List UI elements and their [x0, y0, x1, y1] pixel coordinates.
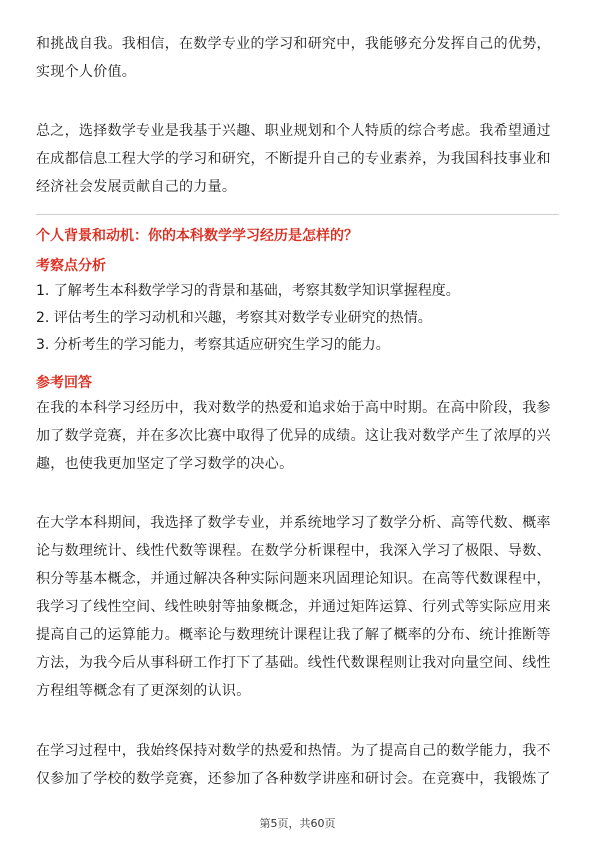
section-divider [36, 214, 559, 215]
question-block [36, 225, 559, 247]
question-title: 个人背景和动机：你的本科数学学习经历是怎样的？ [36, 228, 358, 244]
list-item: 3. 分析考生的学习能力，考察其适应研究生学习的能力。 [36, 337, 390, 353]
text-line: 方法，为我今后从事科研工作打下了基础。线性代数课程则让我对向量空间、线性 [36, 655, 551, 671]
text-line: 趣，也使我更加坚定了学习数学的决心。 [36, 456, 294, 472]
answer-paragraph-1 [36, 394, 559, 478]
answer-heading: 参考回答 [36, 375, 92, 391]
analysis-list [36, 280, 559, 356]
text-line: 仅参加了学校的数学竞赛，还参加了各种数学讲座和研讨会。在竞赛中，我锻炼了 [36, 771, 551, 787]
page-number: 第5页，共60页 [259, 817, 336, 830]
text-line: 在学习过程中，我始终保持对数学的热爱和热情。为了提高自己的数学能力，我不 [36, 743, 551, 759]
answer-paragraph-3 [36, 737, 559, 793]
list-item: 1. 了解考生本科数学学习的背景和基础，考察其数学知识掌握程度。 [36, 283, 460, 299]
text-line: 积分等基本概念，并通过解决各种实际问题来巩固理论知识。在高等代数课程中， [36, 571, 551, 587]
text-line: 加了数学竞赛，并在多次比赛中取得了优异的成绩。这让我对数学产生了浓厚的兴 [36, 428, 551, 444]
text-line: 实现个人价值。 [36, 64, 137, 80]
intro-paragraph-1 [36, 30, 559, 86]
text-line: 在成都信息工程大学的学习和研究，不断提升自己的专业素养，为我国科技事业和 [36, 151, 551, 167]
answer-section [36, 372, 559, 394]
analysis-section [36, 255, 559, 277]
text-line: 我学习了线性空间、线性映射等抽象概念，并通过矩阵运算、行列式等实际应用来 [36, 599, 551, 615]
text-line: 经济社会发展贡献自己的力量。 [36, 179, 237, 195]
text-line: 总之，选择数学专业是我基于兴趣、职业规划和个人特质的综合考虑。我希望通过 [36, 123, 551, 139]
text-line: 在我的本科学习经历中，我对数学的热爱和追求始于高中时期。在高中阶段，我参 [36, 400, 551, 416]
analysis-heading: 考察点分析 [36, 258, 106, 274]
intro-paragraph-2 [36, 117, 559, 201]
list-item: 2. 评估考生的学习动机和兴趣，考察其对数学专业研究的热情。 [36, 310, 432, 326]
text-line: 方程组等概念有了更深刻的认识。 [36, 683, 251, 699]
text-line: 和挑战自我。我相信，在数学专业的学习和研究中，我能够充分发挥自己的优势， [36, 36, 551, 52]
text-line: 在大学本科期间，我选择了数学专业，并系统地学习了数学分析、高等代数、概率 [36, 515, 551, 531]
answer-paragraph-2 [36, 509, 559, 705]
text-line: 提高自己的运算能力。概率论与数理统计课程让我了解了概率的分布、统计推断等 [36, 627, 551, 643]
text-line: 论与数理统计、线性代数等课程。在数学分析课程中，我深入学习了极限、导数、 [36, 543, 551, 559]
